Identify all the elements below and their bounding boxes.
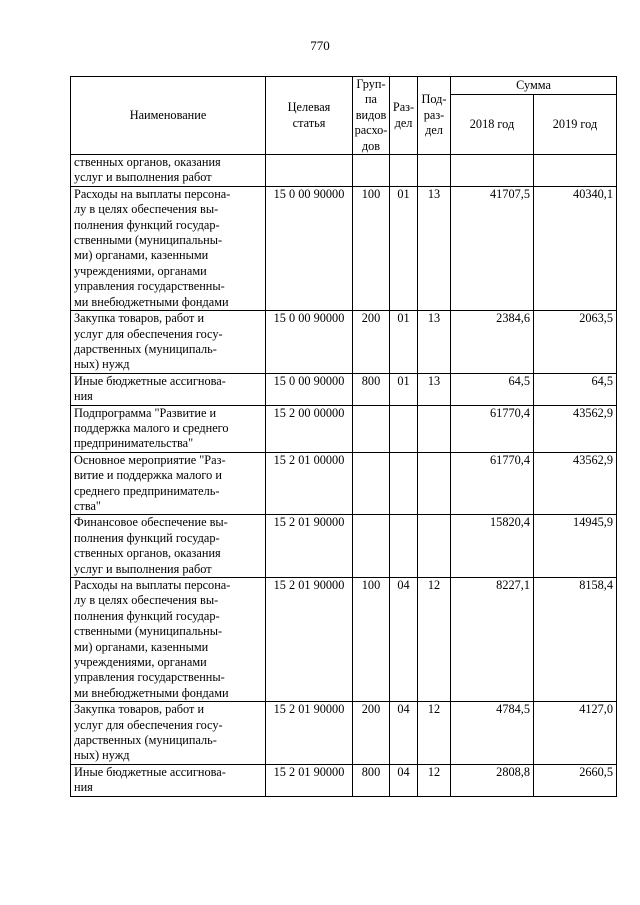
row-sum-2019: 40340,1 bbox=[534, 186, 617, 310]
row-name bbox=[71, 702, 266, 765]
table-row bbox=[71, 311, 617, 374]
row-name bbox=[71, 515, 266, 578]
row-sum-2018: 61770,4 bbox=[451, 405, 534, 452]
row-name bbox=[71, 405, 266, 452]
row-sum-2018: 41707,5 bbox=[451, 186, 534, 310]
row-name-line: полнения функций государ- bbox=[74, 608, 220, 623]
row-name bbox=[71, 373, 266, 405]
row-name-line: ства" bbox=[74, 498, 101, 513]
header-name: Наименование bbox=[71, 77, 266, 155]
row-target-article: 15 2 01 90000 bbox=[266, 702, 353, 765]
row-section: 04 bbox=[390, 702, 418, 765]
row-target-article: 15 0 00 90000 bbox=[266, 186, 353, 310]
row-sum-2019: 14945,9 bbox=[534, 515, 617, 578]
header-target-article: Целевая статья bbox=[266, 77, 353, 155]
budget-table bbox=[70, 76, 617, 797]
row-sum-2018: 61770,4 bbox=[451, 452, 534, 515]
row-section bbox=[390, 515, 418, 578]
row-name-line: ственных органов, оказания bbox=[74, 546, 221, 561]
row-sum-2018: 15820,4 bbox=[451, 515, 534, 578]
row-sum-2018: 4784,5 bbox=[451, 702, 534, 765]
row-subsection: 12 bbox=[418, 702, 451, 765]
row-expense-group: 800 bbox=[353, 373, 390, 405]
row-sum-2019: 64,5 bbox=[534, 373, 617, 405]
row-section bbox=[390, 405, 418, 452]
row-name-line: полнения функций государ- bbox=[74, 217, 220, 232]
row-name-line: Иные бюджетные ассигнова- bbox=[74, 373, 226, 388]
row-name bbox=[71, 578, 266, 702]
row-subsection bbox=[418, 515, 451, 578]
row-section bbox=[390, 155, 418, 187]
row-sum-2018 bbox=[451, 155, 534, 187]
row-sum-2019: 4127,0 bbox=[534, 702, 617, 765]
row-sum-2018: 64,5 bbox=[451, 373, 534, 405]
row-name-line: услуг для обеспечения госу- bbox=[74, 717, 223, 732]
row-name-line: ми внебюджетными фондами bbox=[74, 294, 229, 309]
row-name-line: управления государственны- bbox=[74, 279, 225, 294]
row-target-article bbox=[266, 155, 353, 187]
row-target-article: 15 2 01 90000 bbox=[266, 764, 353, 796]
table-header bbox=[71, 77, 617, 155]
row-name-line: Расходы на выплаты персона- bbox=[74, 578, 231, 592]
row-target-article: 15 2 01 90000 bbox=[266, 515, 353, 578]
row-name-line: предпринимательства" bbox=[74, 436, 194, 451]
row-subsection: 12 bbox=[418, 764, 451, 796]
row-expense-group: 800 bbox=[353, 764, 390, 796]
row-section: 04 bbox=[390, 764, 418, 796]
row-name-line: ных) нужд bbox=[74, 357, 130, 372]
row-name-line: Расходы на выплаты персона- bbox=[74, 186, 231, 201]
row-name-line: лу в целях обеспечения вы- bbox=[74, 593, 219, 608]
row-name-line: услуг и выполнения работ bbox=[74, 170, 212, 185]
row-subsection bbox=[418, 452, 451, 515]
row-name-line: Основное мероприятие "Раз- bbox=[74, 452, 226, 467]
row-name-line: полнения функций государ- bbox=[74, 530, 220, 545]
row-name-line: среднего предприниматель- bbox=[74, 483, 220, 498]
header-year-2019: 2019 год bbox=[534, 95, 617, 155]
table-row bbox=[71, 186, 617, 310]
row-section: 01 bbox=[390, 186, 418, 310]
row-target-article: 15 2 01 00000 bbox=[266, 452, 353, 515]
row-sum-2018: 8227,1 bbox=[451, 578, 534, 702]
row-name-line: ственными (муниципальны- bbox=[74, 233, 223, 248]
table-row bbox=[71, 764, 617, 796]
header-expense-group: Груп- па видов расхо- дов bbox=[353, 77, 390, 155]
row-sum-2019: 2660,5 bbox=[534, 764, 617, 796]
row-expense-group bbox=[353, 155, 390, 187]
table-row bbox=[71, 373, 617, 405]
row-sum-2019: 43562,9 bbox=[534, 405, 617, 452]
row-subsection: 13 bbox=[418, 311, 451, 374]
row-name-line: дарственных (муниципаль- bbox=[74, 733, 217, 748]
row-expense-group: 200 bbox=[353, 311, 390, 374]
row-subsection bbox=[418, 155, 451, 187]
row-name-line: витие и поддержка малого и bbox=[74, 468, 222, 483]
row-name bbox=[71, 155, 266, 187]
row-name-line: ми внебюджетными фондами bbox=[74, 685, 229, 700]
row-name-line: учреждениями, органами bbox=[74, 655, 207, 670]
row-name bbox=[71, 311, 266, 374]
row-name bbox=[71, 764, 266, 796]
header-year-2018: 2018 год bbox=[451, 95, 534, 155]
row-section: 04 bbox=[390, 578, 418, 702]
row-target-article: 15 0 00 90000 bbox=[266, 311, 353, 374]
row-name bbox=[71, 186, 266, 310]
row-name-line: дарственных (муниципаль- bbox=[74, 341, 217, 356]
row-sum-2019: 8158,4 bbox=[534, 578, 617, 702]
row-name bbox=[71, 452, 266, 515]
row-name-line: Подпрограмма "Развитие и bbox=[74, 405, 217, 420]
table-row bbox=[71, 578, 617, 702]
row-expense-group: 100 bbox=[353, 578, 390, 702]
header-sum: Сумма bbox=[451, 77, 617, 95]
row-name-line: ния bbox=[74, 780, 93, 795]
row-expense-group bbox=[353, 405, 390, 452]
row-target-article: 15 2 01 90000 bbox=[266, 578, 353, 702]
table-row bbox=[71, 702, 617, 765]
row-sum-2019: 43562,9 bbox=[534, 452, 617, 515]
row-name-line: Финансовое обеспечение вы- bbox=[74, 515, 228, 530]
row-name-line: ния bbox=[74, 389, 93, 404]
row-name-line: ми) органами, казенными bbox=[74, 248, 209, 263]
row-name-line: услуг для обеспечения госу- bbox=[74, 326, 223, 341]
header-section: Раз- дел bbox=[390, 77, 418, 155]
row-name-line: ственными (муниципальны- bbox=[74, 624, 223, 639]
row-name-line: Иные бюджетные ассигнова- bbox=[74, 764, 226, 779]
table-body bbox=[71, 155, 617, 797]
row-section bbox=[390, 452, 418, 515]
row-section: 01 bbox=[390, 311, 418, 374]
row-subsection: 12 bbox=[418, 578, 451, 702]
page-number: 770 bbox=[310, 38, 330, 53]
row-name-line: ных) нужд bbox=[74, 748, 130, 763]
row-name-line: ми) органами, казенными bbox=[74, 639, 209, 654]
header-subsection: Под- раз- дел bbox=[418, 77, 451, 155]
row-sum-2019: 2063,5 bbox=[534, 311, 617, 374]
row-expense-group bbox=[353, 452, 390, 515]
table-row bbox=[71, 515, 617, 578]
row-sum-2018: 2808,8 bbox=[451, 764, 534, 796]
row-sum-2018: 2384,6 bbox=[451, 311, 534, 374]
row-subsection bbox=[418, 405, 451, 452]
row-name-line: Закупка товаров, работ и bbox=[74, 702, 205, 717]
row-target-article: 15 2 00 00000 bbox=[266, 405, 353, 452]
row-subsection: 13 bbox=[418, 373, 451, 405]
table-row bbox=[71, 155, 617, 187]
row-sum-2019 bbox=[534, 155, 617, 187]
row-name-line: ственных органов, оказания bbox=[74, 155, 221, 170]
row-subsection: 13 bbox=[418, 186, 451, 310]
table-row bbox=[71, 405, 617, 452]
row-expense-group bbox=[353, 515, 390, 578]
row-expense-group: 200 bbox=[353, 702, 390, 765]
row-name-line: лу в целях обеспечения вы- bbox=[74, 202, 219, 217]
table-row bbox=[71, 452, 617, 515]
row-name-line: услуг и выполнения работ bbox=[74, 561, 212, 576]
row-name-line: Закупка товаров, работ и bbox=[74, 311, 205, 326]
row-name-line: управления государственны- bbox=[74, 670, 225, 685]
row-target-article: 15 0 00 90000 bbox=[266, 373, 353, 405]
row-name-line: учреждениями, органами bbox=[74, 263, 207, 278]
row-section: 01 bbox=[390, 373, 418, 405]
row-expense-group: 100 bbox=[353, 186, 390, 310]
row-name-line: поддержка малого и среднего bbox=[74, 420, 229, 435]
